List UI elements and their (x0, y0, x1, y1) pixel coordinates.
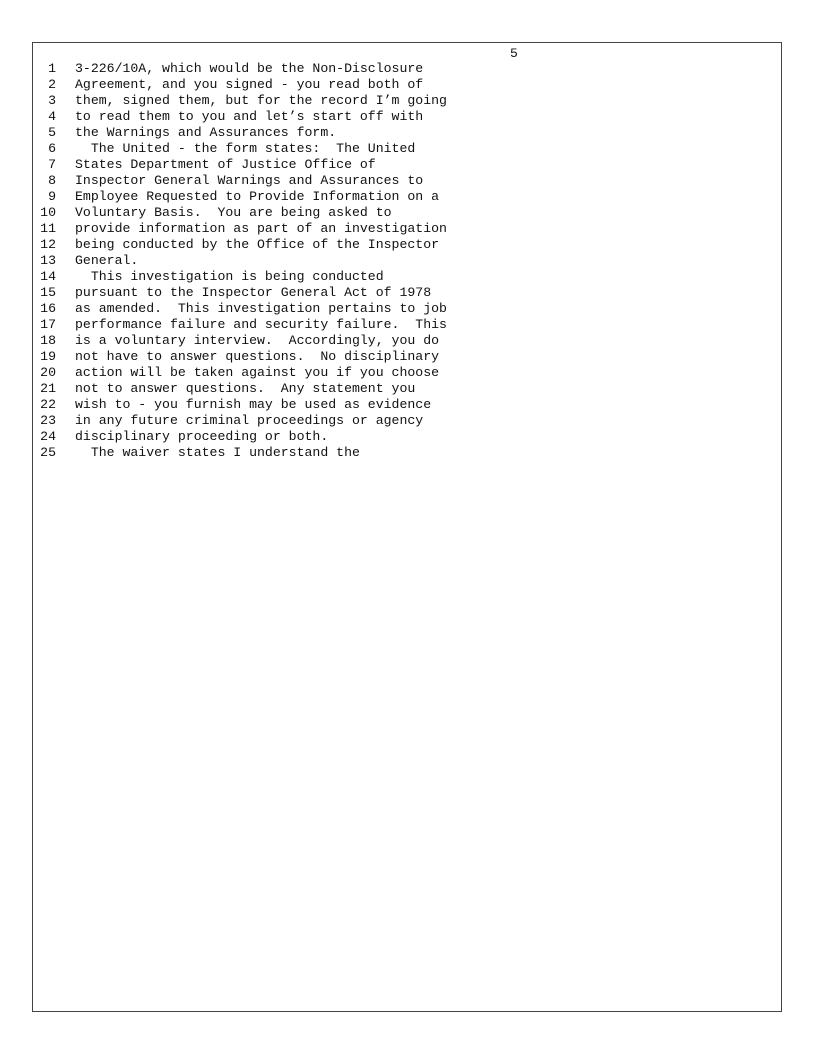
line-number: 24 (40, 429, 56, 444)
line-number: 21 (40, 381, 56, 396)
line-text: Inspector General Warnings and Assurances to (75, 173, 424, 188)
line-number: 2 (48, 77, 56, 92)
line-text: disciplinary proceeding or both. (75, 429, 329, 444)
line-text: The waiver states I understand the (75, 445, 360, 460)
line-text: not have to answer questions. No disciplinary (75, 349, 440, 364)
line-number: 5 (48, 125, 56, 140)
line-number: 11 (40, 221, 56, 236)
line-number: 14 (40, 269, 56, 284)
line-number: 6 (48, 141, 56, 156)
line-text: the Warnings and Assurances form. (75, 125, 337, 140)
line-number: 13 (40, 253, 56, 268)
line-text: to read them to you and let’s start off with (75, 109, 424, 124)
line-number: 18 (40, 333, 56, 348)
line-number: 10 (40, 205, 56, 220)
line-number: 20 (40, 365, 56, 380)
line-text: 3-226/10A, which would be the Non-Disclosure (75, 61, 424, 76)
line-number: 9 (48, 189, 56, 204)
line-number: 1 (48, 61, 56, 76)
line-text: being conducted by the Office of the Inspector (75, 237, 440, 252)
line-text: The United - the form states: The United (75, 141, 416, 156)
line-text: Employee Requested to Provide Information on a (75, 189, 440, 204)
line-text: is a voluntary interview. Accordingly, you do (75, 333, 440, 348)
line-number: 7 (48, 157, 56, 172)
line-text: Voluntary Basis. You are being asked to (75, 205, 392, 220)
line-text: States Department of Justice Office of (75, 157, 376, 172)
page-number: 5 (510, 46, 518, 61)
line-number: 25 (40, 445, 56, 460)
line-text: provide information as part of an investigation (75, 221, 447, 236)
line-number: 3 (48, 93, 56, 108)
line-text: wish to - you furnish may be used as evidence (75, 397, 432, 412)
line-text: performance failure and security failure. This (75, 317, 447, 332)
line-text: General. (75, 253, 139, 268)
line-text: Agreement, and you signed - you read both of (75, 77, 424, 92)
line-number: 22 (40, 397, 56, 412)
line-number: 23 (40, 413, 56, 428)
line-number: 4 (48, 109, 56, 124)
line-number: 12 (40, 237, 56, 252)
line-text: as amended. This investigation pertains to job (75, 301, 447, 316)
line-text: in any future criminal proceedings or agency (75, 413, 424, 428)
line-text: This investigation is being conducted (75, 269, 384, 284)
line-number: 15 (40, 285, 56, 300)
line-text: not to answer questions. Any statement you (75, 381, 416, 396)
line-number: 16 (40, 301, 56, 316)
line-number: 17 (40, 317, 56, 332)
line-text: action will be taken against you if you choose (75, 365, 440, 380)
line-text: pursuant to the Inspector General Act of 1978 (75, 285, 432, 300)
line-number: 8 (48, 173, 56, 188)
line-text: them, signed them, but for the record I’m going (75, 93, 447, 108)
line-number: 19 (40, 349, 56, 364)
